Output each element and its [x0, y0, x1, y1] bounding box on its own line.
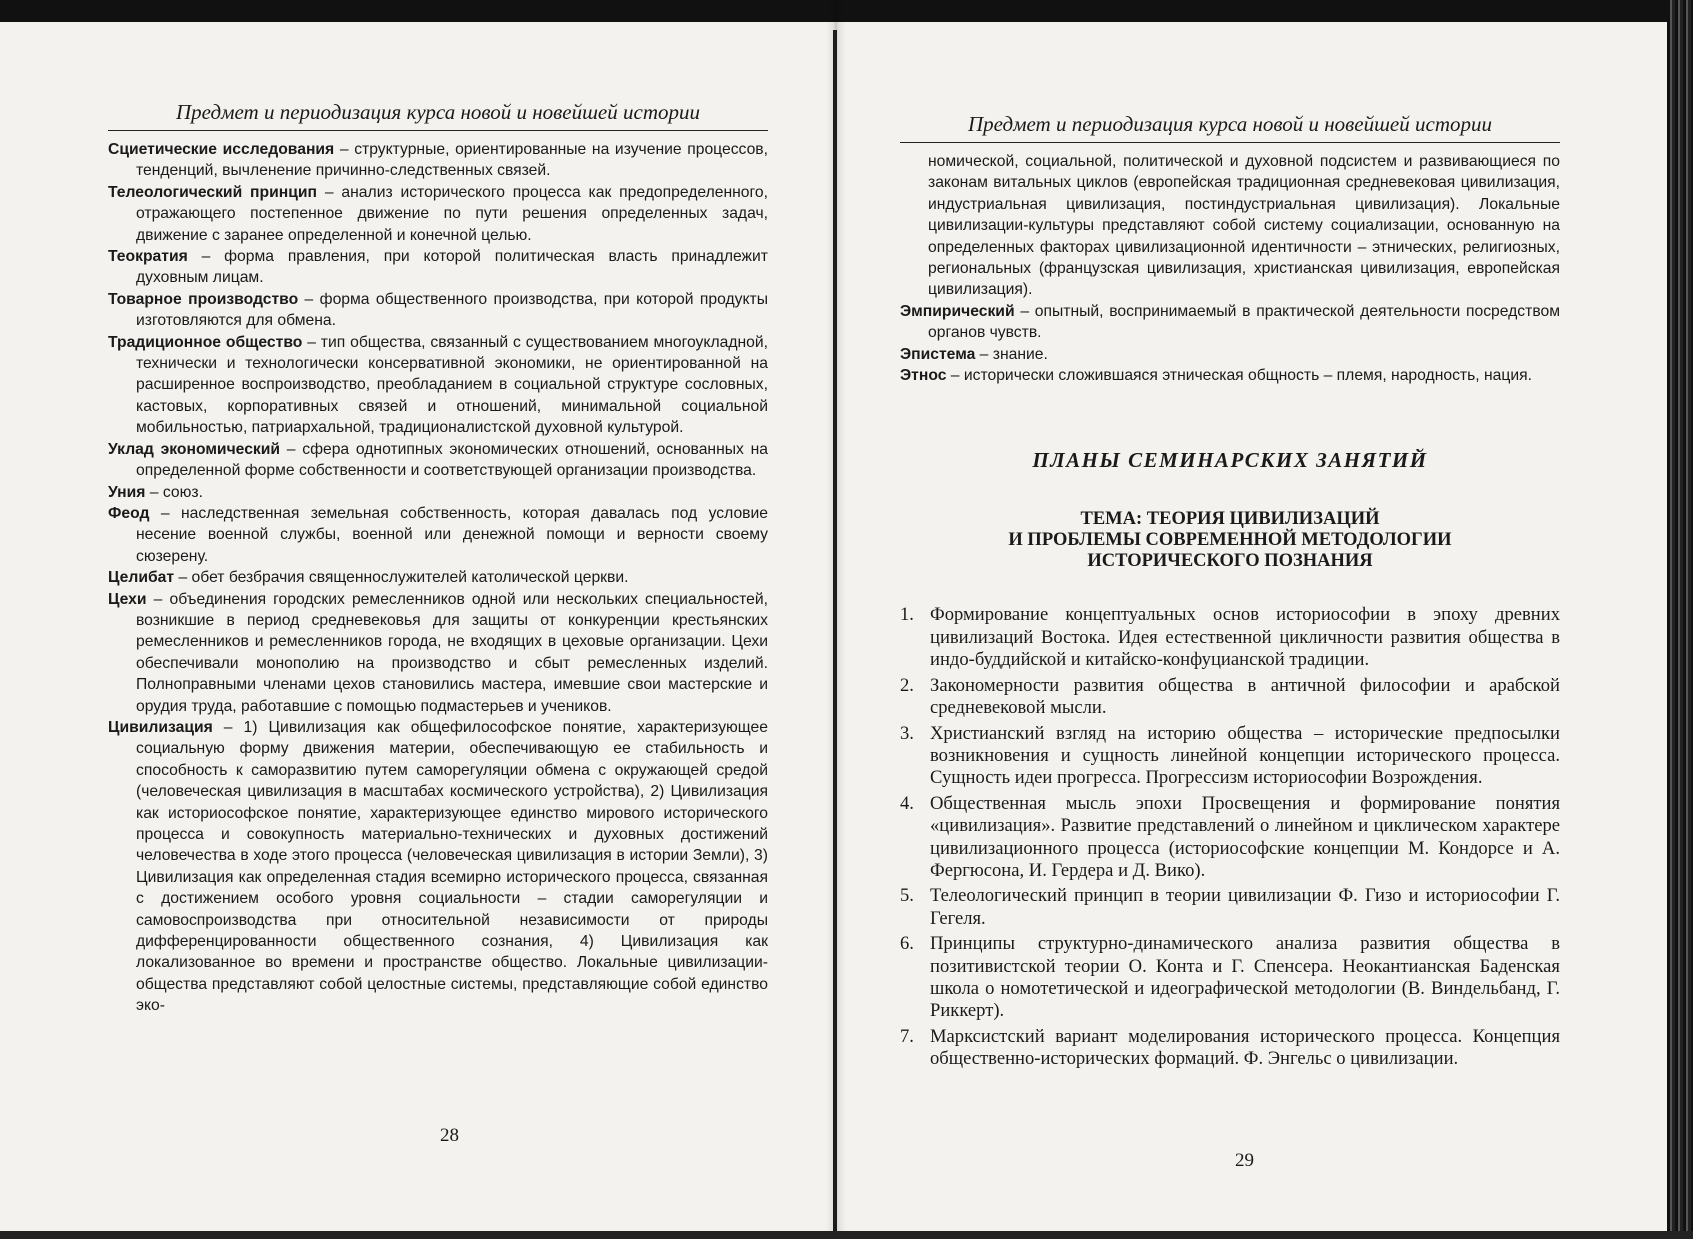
page-number-right: 29 [1235, 1150, 1254, 1171]
plan-item-text: Марксистский вариант моделирования исторического процесса. Концепция общественно-исторических формаций. Ф. Энгельс о цивилизации. [930, 1025, 1560, 1070]
plan-item [900, 933, 1560, 1023]
plan-item-text: Общественная мысль эпохи Просвещения и формирование понятия «цивилизация». Развитие представлений о линейном и циклическом характере цивилизационного процесса (историософские концепции М. Кондорсе и А. Фергюсона, И. Гердера и Д. Вико). [930, 792, 1560, 881]
topic-title-line: ИСТОРИЧЕСКОГО ПОЗНАНИЯ [1087, 551, 1373, 572]
plan-item [900, 793, 1560, 883]
plan-item-number: 6. [900, 933, 914, 955]
glossary-list-right [900, 301, 1560, 387]
glossary-definition: – союз. [145, 483, 203, 501]
plan-item [900, 723, 1560, 790]
glossary-entry [900, 301, 1560, 344]
glossary-definition: – исторически сложившаяся этническая общность – племя, народность, нация. [946, 367, 1532, 385]
glossary-definition: – форма правления, при которой политическая власть принадлежит духовным лицам. [136, 248, 768, 287]
glossary-entry [108, 182, 768, 246]
glossary-term: Целибат [108, 569, 175, 587]
plan-item-text: Принципы структурно-динамического анализа развития общества в позитивистской теории О. Конта и Г. Спенсера. Неокантианская Баденская школа о номотетической и идеографической методологии (В. Виндельбанд, Г. Риккерт). [930, 933, 1560, 1022]
glossary-definition: – структурные, ориентированные на изучение процессов, тенденций, вычленение причинно-следственных связей. [136, 141, 768, 180]
glossary-definition: – анализ исторического процесса как предопределенного, отражающего постепенное движение по пути решения определенных задач, движение с заранее определенной и конечной целью. [136, 183, 768, 244]
plan-item-number: 5. [900, 885, 914, 907]
glossary-term: Сциетические исследования [108, 141, 335, 158]
glossary-entry [900, 365, 1560, 386]
glossary-entry [108, 439, 768, 482]
glossary-entry [108, 482, 768, 503]
glossary-definition: – знание. [975, 345, 1048, 363]
section-title: ПЛАНЫ СЕМИНАРСКИХ ЗАНЯТИЙ [1032, 448, 1428, 473]
glossary-term: Эмпирический [900, 302, 1015, 320]
glossary-entry [108, 289, 768, 332]
glossary-term: Телеологический принцип [108, 183, 317, 201]
glossary-entry [108, 139, 768, 182]
plan-item-number: 2. [900, 674, 914, 696]
glossary-definition: – сфера однотипных экономических отношений, основанных на определенной форме собственности и соответствующей организации производства. [136, 440, 768, 480]
glossary-entry [900, 344, 1560, 365]
glossary-term: Цехи [108, 590, 147, 608]
glossary-term: Традиционное общество [108, 333, 303, 351]
running-header-left: Предмет и периодизация курса новой и новейшей истории [108, 100, 768, 131]
glossary-entry [108, 567, 768, 588]
right-page [900, 112, 1560, 1074]
topic-title-line: ТЕМА: ТЕОРИЯ ЦИВИЛИЗАЦИЙ [1080, 509, 1380, 530]
glossary-definition: – форма общественного производства, при которой продукты изготовляются для обмена. [136, 290, 768, 330]
glossary-definition: – наследственная земельная собственность, которая давалась под условие несение военной службы, военной или денежной помощи и верности своему сюзерену. [136, 504, 768, 565]
glossary-definition: – обет безбрачия священнослужителей католической церкви. [174, 569, 629, 587]
glossary-term: Эпистема [900, 345, 976, 363]
running-header-right: Предмет и периодизация курса новой и новейшей истории [900, 112, 1560, 143]
page-number-left: 28 [440, 1125, 459, 1146]
glossary-term: Этнос [900, 367, 947, 385]
plan-item [900, 885, 1560, 930]
left-page [108, 100, 768, 1017]
continued-definition: номической, социальной, политической и духовной подсистем и развивающиеся по законам витальных циклов (европейская традиционная средневековая цивилизация, индустриальная цивилизация, постиндустриальная цивилизация). Локальные цивилизации-культуры представляют собой систему социализации, основанную на определенных факторах цивилизационной идентичности – этнических, религиозных, региональных (французская цивилизация, христианская цивилизация, европейская цивилизация). [928, 153, 1560, 299]
plan-item [900, 1026, 1560, 1071]
glossary-definition: – опытный, воспринимаемый в практической деятельности посредством органов чувств. [928, 302, 1560, 342]
glossary-term: Теократия [108, 248, 188, 266]
glossary-entry [108, 503, 768, 567]
plan-item-number: 7. [900, 1025, 914, 1047]
plan-item [900, 675, 1560, 720]
scan-bottom-edge [0, 1231, 1693, 1239]
plan-item-text: Христианский взгляд на историю общества – исторические предпосылки возникновения и сущность линейной концепции исторического процесса. Сущность идеи прогресса. Прогрессизм историософии Возрождения. [930, 722, 1560, 789]
plan-item-number: 3. [900, 722, 914, 744]
glossary-definition: – объединения городских ремесленников одной или нескольких специальностей, возникшие в период средневековья для защиты от конкуренции крестьянских ремесленников и ремесленников города, не входящих в цеховые организации. Цехи обеспечивали монополию на производство и сбыт ремесленных изделий. Полноправными членами цехов становились мастера, имевшие свои мастерские и орудия труда, работавшие с помощью подмастерьев и учеников. [136, 590, 768, 715]
glossary-term: Уклад экономический [108, 440, 281, 458]
plan-item-number: 1. [900, 604, 914, 626]
plan-item-text: Закономерности развития общества в античной философии и арабской средневековой мысли. [930, 674, 1560, 719]
plan-item-text: Формирование концептуальных основ историософии в эпоху древних цивилизаций Востока. Идея естественной цикличности развития общества в индо-буддийской и китайско-конфуцианской традиции. [930, 604, 1560, 671]
glossary-entry [108, 246, 768, 289]
plan-item-number: 4. [900, 792, 914, 814]
plan-item-text: Телеологический принцип в теории цивилизации Ф. Гизо и историософии Г. Гегеля. [930, 885, 1560, 929]
seminar-plan-list [900, 604, 1560, 1070]
glossary-entry [108, 589, 768, 717]
topic-title-line: И ПРОБЛЕМЫ СОВРЕМЕННОЙ МЕТОДОЛОГИИ [1008, 530, 1452, 551]
glossary-list-left [108, 139, 768, 1017]
glossary-entry [108, 332, 768, 439]
glossary-term: Феод [108, 504, 150, 522]
plan-item [900, 604, 1560, 671]
book-spine [833, 30, 837, 1235]
scan-right-edge [1667, 0, 1693, 1239]
glossary-term: Цивилизация [108, 718, 213, 736]
glossary-definition: – тип общества, связанный с существованием многоукладной, технически и технологически консервативной экономики, не ориентированной на расширенное воспроизводство, преобладанием в социальной структуре сословных, кастовых, корпоративных связей и отношений, минимальной социальной мобильностью, патриархальной, традиционалистской духовной культурой. [136, 333, 768, 437]
glossary-term: Уния [108, 483, 146, 501]
scan-top-edge [0, 0, 1693, 22]
topic-title [900, 509, 1560, 572]
glossary-entry [108, 717, 768, 1017]
glossary-definition: – 1) Цивилизация как общефилософское понятие, характеризующее социальную форму движения материи, обеспечивающую ее стабильность и способность к саморазвитию путем саморегуляции обмена с окружающей средой (человеческая цивилизация в масштабах космического устройства), 2) Цивилизация как историософское понятие, характеризующее единство мирового исторического процесса и совокупность материально-технических и духовных достижений человечества в ходе этого процесса (человеческая цивилизация в истории Земли), 3) Цивилизация как определенная стадия всемирно исторического процесса, связанная с достижением особого уровня социальности – стадии саморегуляции и самовоспроизводства при относительной независимости от природы дифференцированности общественного сознания, 4) Цивилизация как локализованное во времени и пространстве общество. Локальные цивилизации-общества представляют собой целостные системы, представляющие собой единство эко- [136, 718, 768, 1015]
glossary-term: Товарное производство [108, 290, 299, 308]
